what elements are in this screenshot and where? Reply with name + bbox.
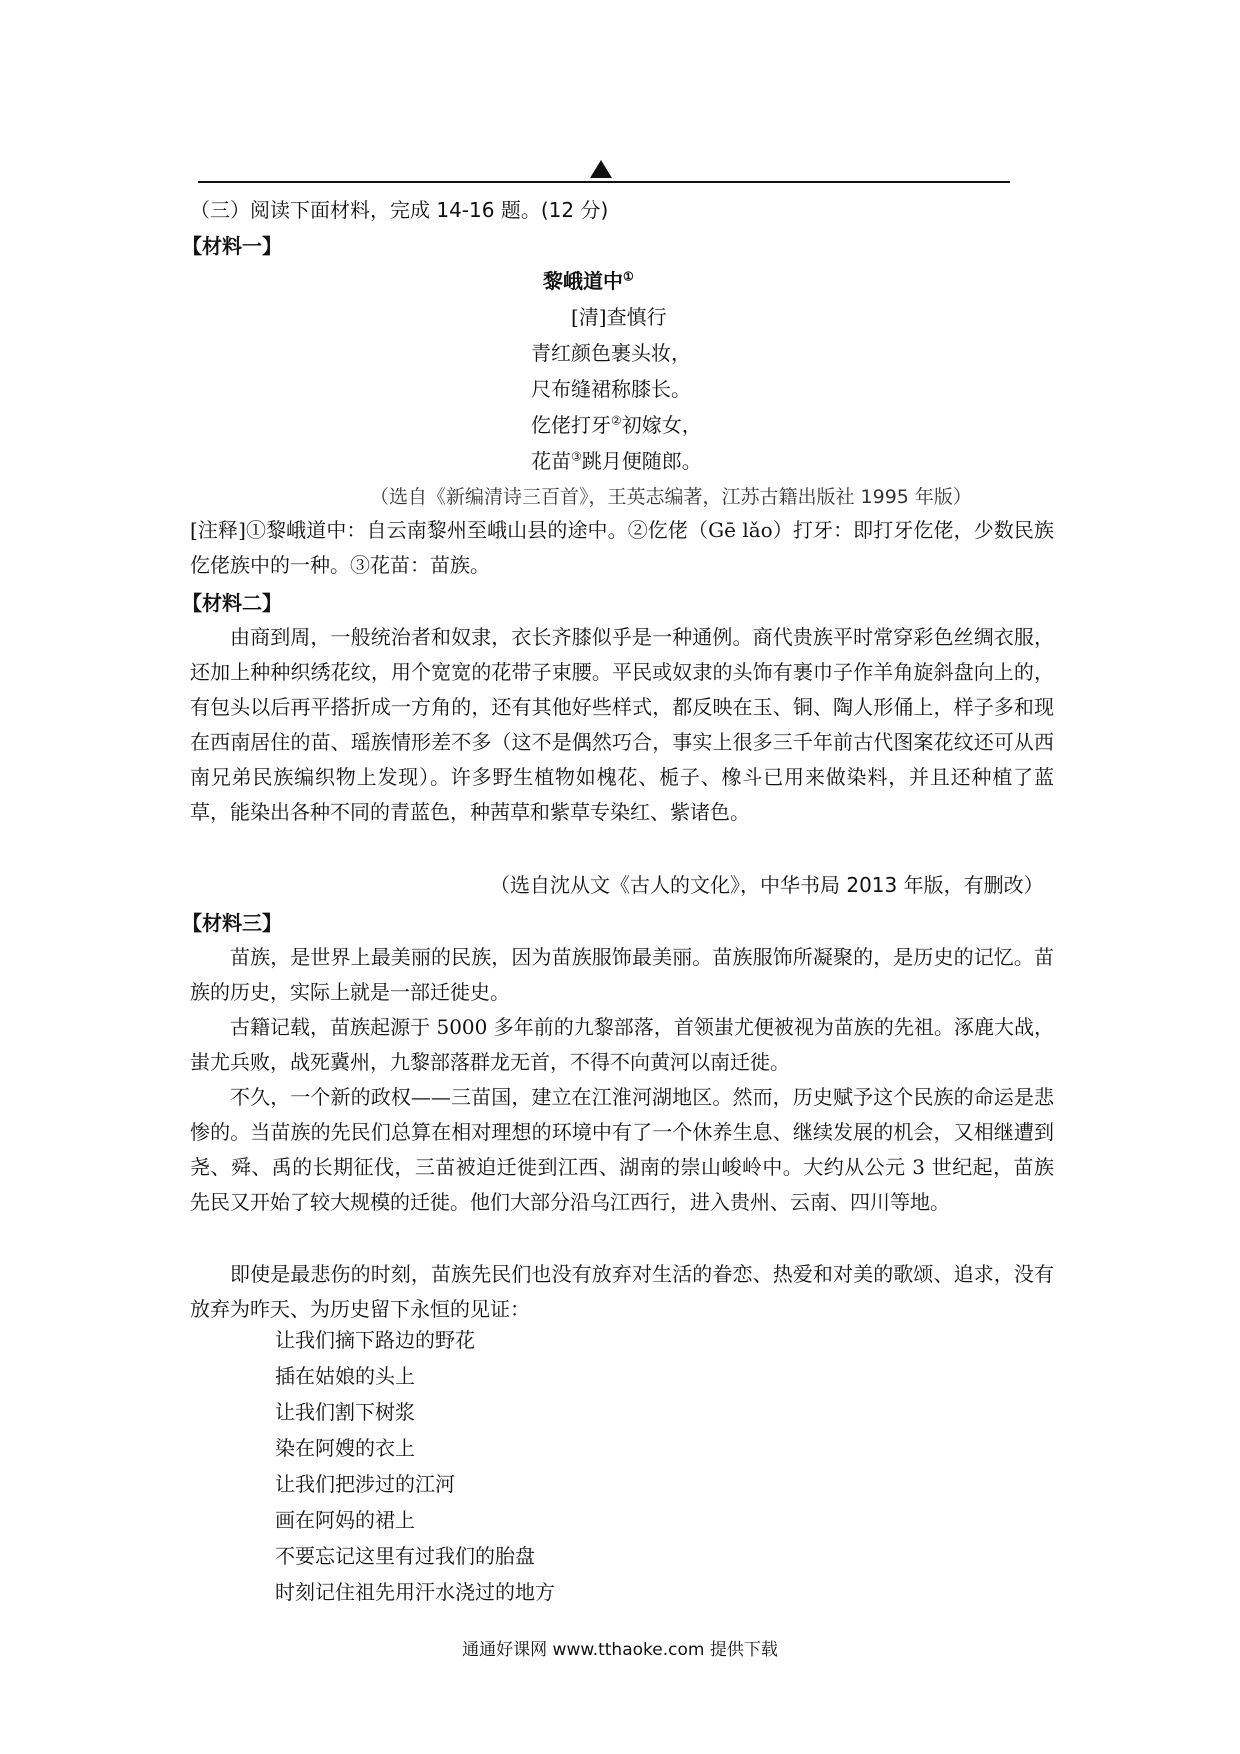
- material2-source: （选自沈从文《古人的文化》，中华书局 2013 年版，有删改）: [490, 873, 1044, 897]
- verse-line: 时刻记住祖先用汗水浇过的地方: [275, 1580, 555, 1604]
- poem-title-text: 黎峨道中: [543, 269, 623, 293]
- footer-credit: 通通好课网 www.tthaoke.com 提供下载: [462, 1640, 778, 1660]
- poem-title-note: ①: [623, 269, 634, 284]
- poem-line-1: [531, 340, 691, 366]
- poem-source: （选自《新编清诗三百首》，王英志编著，江苏古籍出版社 1995 年版）: [370, 486, 972, 508]
- material3-paragraph-3: 不久，一个新的政权——三苗国，建立在江淮河湖地区。然而，历史赋予这个民族的命运是悲惨的。当苗族的先民们总算在相对理想的环境中有了一个休养生息、继续发展的机会，又相继遭到尧、舜、禹的长期征伐，三苗被迫迁徙到江西、湖南的崇山峻岭中。大约从公元 3 世纪起，苗族先民又开始了较大规模的迁徙。他们大部分沿乌江西行，进入贵州、云南、四川等地。: [190, 1085, 1054, 1214]
- poem-footnote-marker: ③: [571, 449, 582, 464]
- triangle-marker-icon: [590, 160, 612, 178]
- poem-line-3: [531, 412, 702, 438]
- material2-label: 【材料二】: [182, 591, 282, 615]
- verse-line: 染在阿嫂的衣上: [275, 1436, 415, 1460]
- verse-line: 画在阿妈的裙上: [275, 1508, 415, 1532]
- poem-title: [543, 268, 634, 294]
- material3-paragraph-2: 古籍记载，苗族起源于 5000 多年前的九黎部落，首领蚩尤便被视为苗族的先祖。涿鹿大战，蚩尤兵败，战死冀州，九黎部落群龙无首，不得不向黄河以南迁徙。: [190, 1015, 1054, 1074]
- material3-paragraph-4: 即使是最悲伤的时刻，苗族先民们也没有放弃对生活的眷恋、热爱和对美的歌颂、追求，没有放弃为昨天、为历史留下永恒的见证：: [190, 1262, 1054, 1321]
- poem-line-4: [531, 448, 702, 474]
- verse-line: 让我们把涉过的江河: [275, 1472, 455, 1496]
- poem-author: [清]查慎行: [571, 305, 667, 329]
- verse-line: 让我们摘下路边的野花: [275, 1328, 475, 1352]
- verse-line: 插在姑娘的头上: [275, 1364, 415, 1388]
- material3-paragraph-1: 苗族，是世界上最美丽的民族，因为苗族服饰最美丽。苗族服饰所凝聚的，是历史的记忆。苗族的历史，实际上就是一部迁徙史。: [190, 945, 1054, 1004]
- poem-line-2: [531, 376, 691, 402]
- header-rule: [198, 181, 1010, 183]
- poem-line-text: 花苗: [531, 449, 571, 473]
- material1-label: 【材料一】: [182, 234, 282, 258]
- section-heading: （三）阅读下面材料，完成 14-16 题。(12 分): [190, 198, 609, 222]
- poem-notes: [注释]①黎峨道中：自云南黎州至峨山县的途中。②仡佬（Gē lǎo）打牙：即打牙仡佬，少数民族仡佬族中的一种。③花苗：苗族。: [190, 518, 1054, 577]
- verse-line: 让我们割下树浆: [275, 1400, 415, 1424]
- poem-line-text: 仡佬打牙: [531, 413, 611, 437]
- material3-label: 【材料三】: [182, 911, 282, 935]
- poem-footnote-marker: ②: [611, 413, 622, 428]
- material2-paragraph: 由商到周，一般统治者和奴隶，衣长齐膝似乎是一种通例。商代贵族平时常穿彩色丝绸衣服，还加上种种织绣花纹，用个宽宽的花带子束腰。平民或奴隶的头饰有裹巾子作羊角旋斜盘向上的，有包头以后再平搭折成一方角的，还有其他好些样式，都反映在玉、铜、陶人形俑上，样子多和现在西南居住的苗、瑶族情形差不多（这不是偶然巧合，事实上很多三千年前古代图案花纹还可从西南兄弟民族编织物上发现）。许多野生植物如槐花、栀子、橡斗已用来做染料，并且还种植了蓝草，能染出各种不同的青蓝色，种茜草和紫草专染红、紫诸色。: [190, 625, 1054, 824]
- poem-line-text: 初嫁女，: [621, 413, 702, 437]
- poem-line-text: 尺布缝裙称膝长。: [531, 377, 691, 401]
- poem-line-text: 青红颜色裹头妆，: [531, 341, 691, 365]
- verse-line: 不要忘记这里有过我们的胎盘: [275, 1544, 535, 1568]
- poem-line-text: 跳月便随郎。: [581, 449, 702, 473]
